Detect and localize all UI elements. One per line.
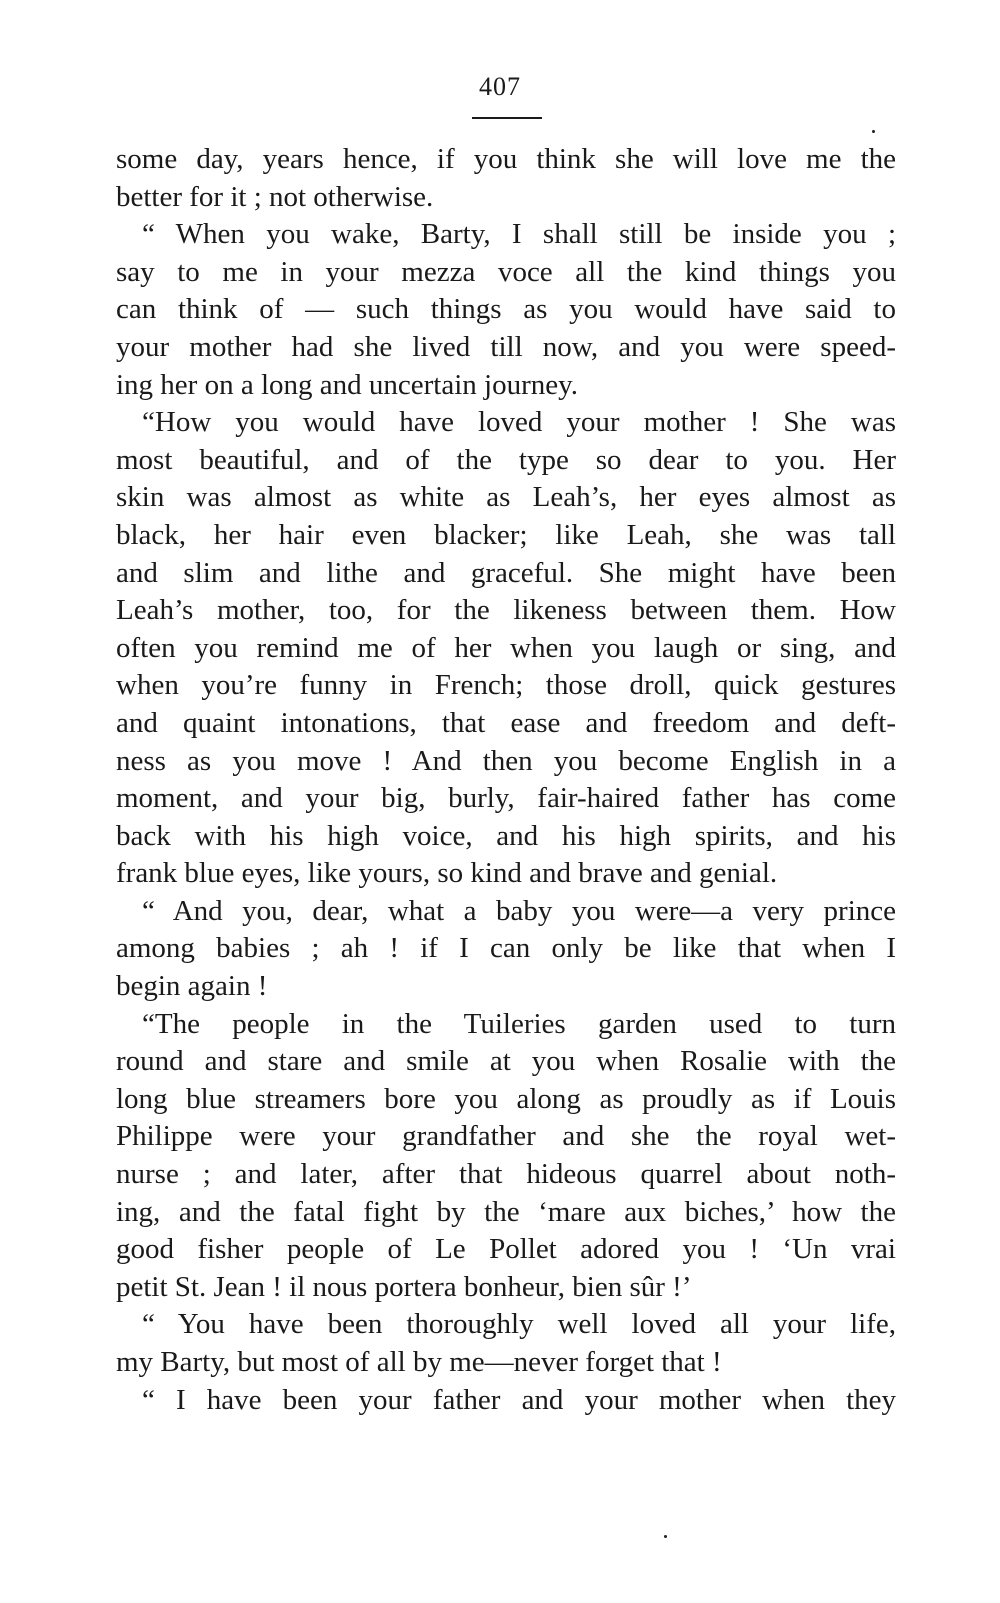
text-line: can think of — such things as you would have said to [116,293,896,326]
text-line: and quaint intonations, that ease and freedom and deft- [116,706,896,739]
text-line: “ You have been thoroughly well loved all your life, [142,1308,896,1341]
text-line: Leah’s mother, too, for the likeness between them. How [116,594,896,627]
text-line: good fisher people of Le Pollet adored you ! ‘Un vrai [116,1233,896,1266]
text-line: skin was almost as white as Leah’s, her eyes almost as [116,481,896,514]
text-line: ing, and the fatal fight by the ‘mare aux biches,’ how the [116,1195,896,1228]
text-line: your mother had she lived till now, and you were speed- [116,330,896,363]
paragraph [116,141,896,216]
text-line: and slim and lithe and graceful. She might have been [116,556,896,589]
text-line: begin again ! [116,970,268,1003]
paragraph [116,893,896,1006]
text-line: “ I have been your father and your mother when they [142,1383,896,1416]
text-line: frank blue eyes, like yours, so kind and brave and genial. [116,857,778,890]
text-line: long blue streamers bore you along as proudly as if Louis [116,1082,896,1115]
text-line: round and stare and smile at you when Rosalie with the [116,1045,896,1078]
body-text [116,141,896,1419]
text-line: among babies ; ah ! if I can only be like that when I [116,932,896,965]
text-line: moment, and your big, burly, fair-haired father has come [116,782,896,815]
text-line: when you’re funny in French; those droll, quick gestures [116,669,896,702]
print-speck [664,1535,667,1538]
header-rule [472,117,542,119]
paragraph [116,1306,896,1381]
text-line: better for it ; not otherwise. [116,180,434,213]
text-line: often you remind me of her when you laugh or sing, and [116,631,896,664]
text-line: “The people in the Tuileries garden used to turn [142,1007,896,1040]
text-line: ing her on a long and uncertain journey. [116,368,578,401]
text-line: my Barty, but most of all by me—never forget that ! [116,1346,722,1378]
text-line: back with his high voice, and his high spirits, and his [116,819,896,852]
paragraph [116,216,896,404]
text-line: petit St. Jean ! il nous portera bonheur, bien sûr !’ [116,1270,692,1303]
text-line: “ And you, dear, what a baby you were—a very prince [142,894,896,927]
text-line: ness as you move ! And then you become English in a [116,744,896,777]
text-line: Philippe were your grandfather and she the royal wet- [116,1120,896,1153]
text-line: black, her hair even blacker; like Leah, she was tall [116,518,896,551]
paragraph [116,1006,896,1307]
text-line: nurse ; and later, after that hideous quarrel about noth- [116,1158,896,1191]
paragraph [116,1382,896,1420]
print-speck [872,130,875,133]
paragraph [116,404,896,893]
text-line: “How you would have loved your mother ! She was [142,406,896,439]
text-line: some day, years hence, if you think she will love me the [116,143,896,175]
text-line: “ When you wake, Barty, I shall still be inside you ; [142,218,896,251]
text-line: most beautiful, and of the type so dear to you. Her [116,443,896,476]
page-number: 407 [479,72,521,101]
text-line: say to me in your mezza voce all the kind things you [116,255,896,288]
